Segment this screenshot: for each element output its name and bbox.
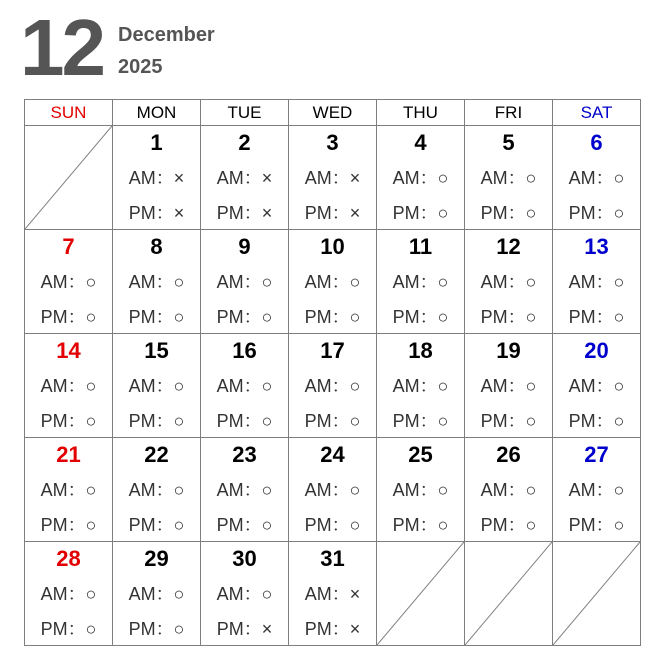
day-number: 31 xyxy=(320,546,345,571)
day-cell xyxy=(289,126,377,230)
day-cell xyxy=(289,334,377,438)
am-status: AM：○ xyxy=(480,480,537,500)
pm-status: PM：○ xyxy=(568,307,625,327)
pm-status: PM：○ xyxy=(480,203,537,223)
pm-status: PM：○ xyxy=(216,307,273,327)
pm-status: PM：○ xyxy=(40,307,97,327)
pm-status: PM：○ xyxy=(480,411,537,431)
day-number: 26 xyxy=(496,442,521,467)
day-cell xyxy=(25,230,113,334)
day-number: 2 xyxy=(238,130,251,155)
day-cell xyxy=(25,438,113,542)
day-number: 19 xyxy=(496,338,521,363)
am-status: AM：○ xyxy=(392,272,449,292)
day-cell xyxy=(553,438,641,542)
pm-status: PM：○ xyxy=(40,515,97,535)
day-number: 11 xyxy=(408,234,433,259)
day-number: 4 xyxy=(414,130,427,155)
day-number: 13 xyxy=(584,234,609,259)
day-cell xyxy=(25,334,113,438)
am-status: AM：○ xyxy=(216,480,273,500)
day-number: 3 xyxy=(326,130,339,155)
day-number: 30 xyxy=(232,546,257,571)
pm-status: PM：○ xyxy=(392,411,449,431)
day-number: 24 xyxy=(320,442,345,467)
pm-status: PM：○ xyxy=(568,411,625,431)
empty-day-cell xyxy=(465,542,553,646)
day-number: 27 xyxy=(584,442,609,467)
am-status: AM：○ xyxy=(40,480,97,500)
day-number: 28 xyxy=(56,546,81,571)
am-status: AM：○ xyxy=(304,480,361,500)
pm-status: PM：× xyxy=(304,619,361,639)
pm-status: PM：× xyxy=(216,203,273,223)
empty-day-cell xyxy=(25,126,113,230)
month-name: December xyxy=(118,24,215,46)
calendar-grid xyxy=(24,99,641,646)
day-cell xyxy=(553,334,641,438)
am-status: AM：○ xyxy=(40,376,97,396)
am-status: AM：○ xyxy=(40,584,97,604)
day-number: 9 xyxy=(238,234,251,259)
am-status: AM：○ xyxy=(392,376,449,396)
day-cell xyxy=(201,126,289,230)
am-status: AM：○ xyxy=(480,272,537,292)
am-status: AM：○ xyxy=(128,584,185,604)
pm-status: PM：○ xyxy=(392,203,449,223)
am-status: AM：× xyxy=(128,168,185,188)
day-cell xyxy=(465,126,553,230)
pm-status: PM：× xyxy=(216,619,273,639)
day-cell xyxy=(201,230,289,334)
calendar-header xyxy=(0,0,666,95)
day-cell xyxy=(113,334,201,438)
year: 2025 xyxy=(118,56,163,78)
empty-cell-slash xyxy=(25,126,112,229)
am-status: AM：○ xyxy=(568,272,625,292)
pm-status: PM：○ xyxy=(568,515,625,535)
month-number: 12 xyxy=(20,3,103,92)
weekday-sat: SAT xyxy=(553,100,641,126)
weekday-thu: THU xyxy=(377,100,465,126)
am-status: AM：○ xyxy=(40,272,97,292)
day-number: 17 xyxy=(320,338,345,363)
pm-status: PM：○ xyxy=(480,307,537,327)
empty-day-cell xyxy=(553,542,641,646)
am-status: AM：○ xyxy=(480,168,537,188)
day-number: 14 xyxy=(56,338,81,363)
day-cell xyxy=(377,126,465,230)
empty-cell-slash xyxy=(553,542,640,645)
am-status: AM：× xyxy=(304,584,361,604)
day-cell xyxy=(553,230,641,334)
day-cell xyxy=(289,438,377,542)
day-cell xyxy=(377,230,465,334)
weekday-sun: SUN xyxy=(25,100,113,126)
pm-status: PM：○ xyxy=(392,307,449,327)
day-cell xyxy=(465,438,553,542)
pm-status: PM：○ xyxy=(304,411,361,431)
am-status: AM：○ xyxy=(568,480,625,500)
day-cell xyxy=(553,126,641,230)
pm-status: PM：○ xyxy=(304,307,361,327)
day-number: 1 xyxy=(150,130,163,155)
day-number: 22 xyxy=(144,442,169,467)
am-status: AM：○ xyxy=(392,168,449,188)
am-status: AM：○ xyxy=(128,480,185,500)
day-cell xyxy=(201,334,289,438)
pm-status: PM：○ xyxy=(128,619,185,639)
empty-day-cell xyxy=(377,542,465,646)
am-status: AM：○ xyxy=(480,376,537,396)
day-cell xyxy=(465,334,553,438)
day-number: 18 xyxy=(408,338,433,363)
day-cell xyxy=(377,334,465,438)
day-number: 29 xyxy=(144,546,169,571)
am-status: AM：○ xyxy=(128,272,185,292)
pm-status: PM：○ xyxy=(128,515,185,535)
day-cell xyxy=(377,438,465,542)
day-number: 6 xyxy=(590,130,603,155)
weekday-mon: MON xyxy=(113,100,201,126)
day-cell xyxy=(113,230,201,334)
day-number: 8 xyxy=(150,234,163,259)
am-status: AM：○ xyxy=(568,376,625,396)
day-cell xyxy=(113,438,201,542)
am-status: AM：○ xyxy=(216,272,273,292)
day-cell xyxy=(25,542,113,646)
day-number: 10 xyxy=(320,234,345,259)
am-status: AM：○ xyxy=(216,376,273,396)
week-row xyxy=(25,334,641,438)
day-number: 16 xyxy=(232,338,257,363)
am-status: AM：○ xyxy=(216,584,273,604)
day-cell xyxy=(201,438,289,542)
day-number: 23 xyxy=(232,442,257,467)
day-cell xyxy=(289,542,377,646)
am-status: AM：○ xyxy=(568,168,625,188)
pm-status: PM：○ xyxy=(568,203,625,223)
day-number: 12 xyxy=(496,234,521,259)
weekday-tue: TUE xyxy=(201,100,289,126)
pm-status: PM：× xyxy=(128,203,185,223)
pm-status: PM：○ xyxy=(216,411,273,431)
empty-cell-slash xyxy=(377,542,464,645)
pm-status: PM：× xyxy=(304,203,361,223)
day-cell xyxy=(289,230,377,334)
am-status: AM：○ xyxy=(304,272,361,292)
empty-cell-slash xyxy=(465,542,552,645)
day-cell xyxy=(465,230,553,334)
weekday-wed: WED xyxy=(289,100,377,126)
weekday-fri: FRI xyxy=(465,100,553,126)
pm-status: PM：○ xyxy=(216,515,273,535)
week-row xyxy=(25,230,641,334)
pm-status: PM：○ xyxy=(480,515,537,535)
week-row xyxy=(25,542,641,646)
pm-status: PM：○ xyxy=(304,515,361,535)
day-number: 5 xyxy=(502,130,515,155)
am-status: AM：○ xyxy=(128,376,185,396)
weekday-header-row xyxy=(25,100,641,126)
week-row xyxy=(25,126,641,230)
day-cell xyxy=(113,126,201,230)
pm-status: PM：○ xyxy=(40,619,97,639)
week-row xyxy=(25,438,641,542)
am-status: AM：○ xyxy=(392,480,449,500)
am-status: AM：× xyxy=(304,168,361,188)
day-cell xyxy=(113,542,201,646)
day-number: 7 xyxy=(62,234,75,259)
am-status: AM：× xyxy=(216,168,273,188)
day-number: 21 xyxy=(56,442,81,467)
pm-status: PM：○ xyxy=(40,411,97,431)
pm-status: PM：○ xyxy=(392,515,449,535)
pm-status: PM：○ xyxy=(128,307,185,327)
day-number: 25 xyxy=(408,442,433,467)
pm-status: PM：○ xyxy=(128,411,185,431)
day-cell xyxy=(201,542,289,646)
day-number: 20 xyxy=(584,338,609,363)
am-status: AM：○ xyxy=(304,376,361,396)
day-number: 15 xyxy=(144,338,169,363)
